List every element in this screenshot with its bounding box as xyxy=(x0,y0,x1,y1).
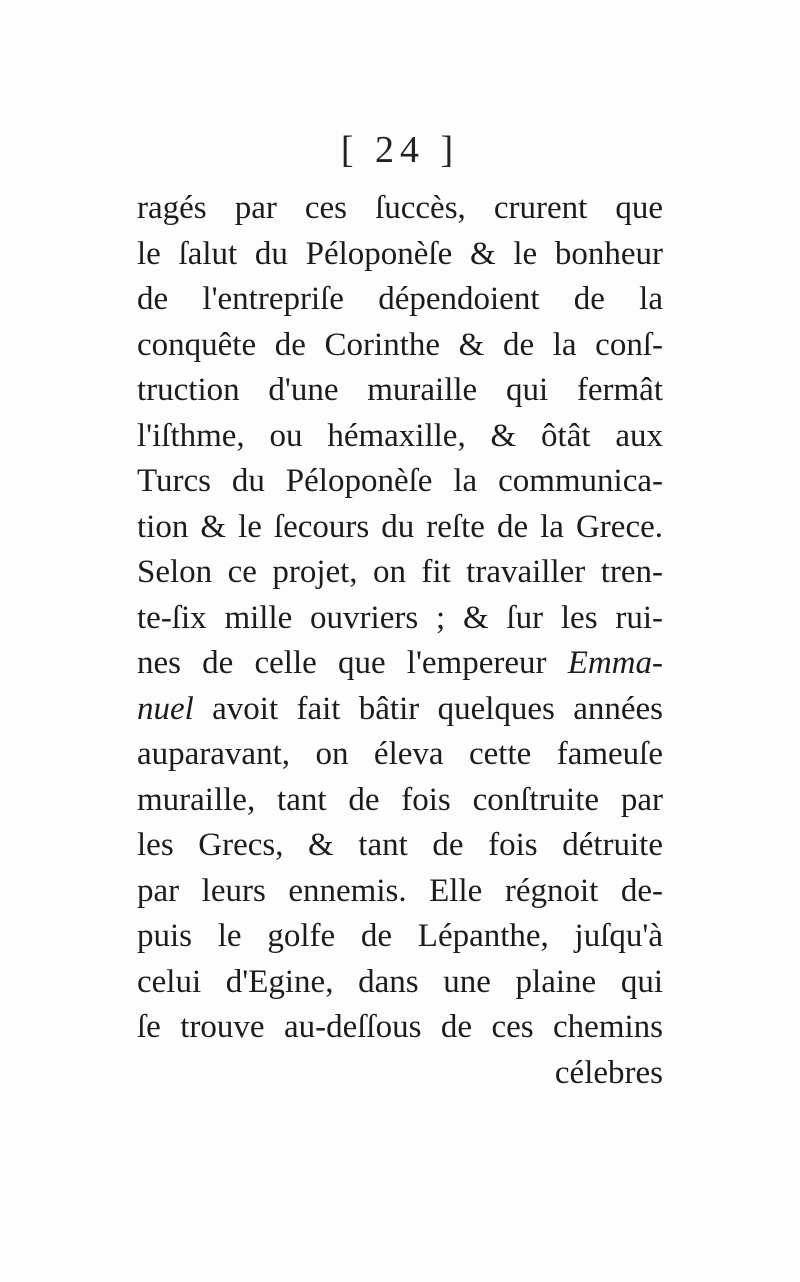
line-text: avoit fait bâtir quelques années xyxy=(193,690,663,727)
line-text: muraille, tant de fois conſtruite par xyxy=(137,781,663,818)
body-text xyxy=(137,186,663,1096)
line-text: tion & le ſecours du reſte de la Grece. xyxy=(137,508,663,545)
line-text: de l'entrepriſe dépendoient de la xyxy=(137,281,663,317)
text-line xyxy=(137,732,663,778)
line-text: Selon ce projet, on fit travailler tren- xyxy=(137,554,663,590)
text-line xyxy=(137,914,663,960)
text-line xyxy=(137,505,663,551)
text-line xyxy=(137,1005,663,1051)
line-text: Turcs du Péloponèſe la communica- xyxy=(137,463,663,499)
line-text: nes de celle que l'empereur xyxy=(137,645,568,681)
line-text: l'iſthme, ou hémaxille, & ôtât aux xyxy=(137,417,663,454)
line-text: par leurs ennemis. Elle régnoit de- xyxy=(137,872,663,909)
text-line xyxy=(137,869,663,915)
text-line xyxy=(137,778,663,824)
text-line xyxy=(137,550,663,596)
text-line xyxy=(137,323,663,369)
text-line xyxy=(137,186,663,232)
line-text: les Grecs, & tant de fois détruite xyxy=(137,827,663,863)
line-text: ſe trouve au-deſſous de ces chemins xyxy=(137,1009,663,1045)
catchword: célebres xyxy=(554,1054,663,1091)
line-text: celui d'Egine, dans une plaine qui xyxy=(137,963,663,1000)
text-line xyxy=(137,687,663,733)
text-line xyxy=(137,960,663,1006)
text-line xyxy=(137,823,663,869)
line-text: le ſalut du Péloponèſe & le bonheur xyxy=(137,235,663,272)
text-line xyxy=(137,459,663,505)
text-line xyxy=(137,641,663,687)
line-text: conquête de Corinthe & de la conſ- xyxy=(137,326,663,363)
text-line xyxy=(137,277,663,323)
page-number: [ 24 ] xyxy=(340,129,460,171)
text-line xyxy=(137,368,663,414)
line-text: puis le golfe de Lépanthe, juſqu'à xyxy=(137,918,663,954)
line-text: te-ſix mille ouvriers ; & ſur les rui- xyxy=(137,599,663,636)
italic-name: nuel xyxy=(137,690,194,727)
text-line xyxy=(137,596,663,642)
text-line xyxy=(137,232,663,278)
line-text: truction d'une muraille qui fermât xyxy=(137,372,663,408)
line-text: auparavant, on éleva cette fameuſe xyxy=(137,736,663,772)
italic-name: Emma- xyxy=(567,645,663,681)
text-line xyxy=(137,414,663,460)
line-text: ragés par ces ſuccès, crurent que xyxy=(137,190,663,226)
